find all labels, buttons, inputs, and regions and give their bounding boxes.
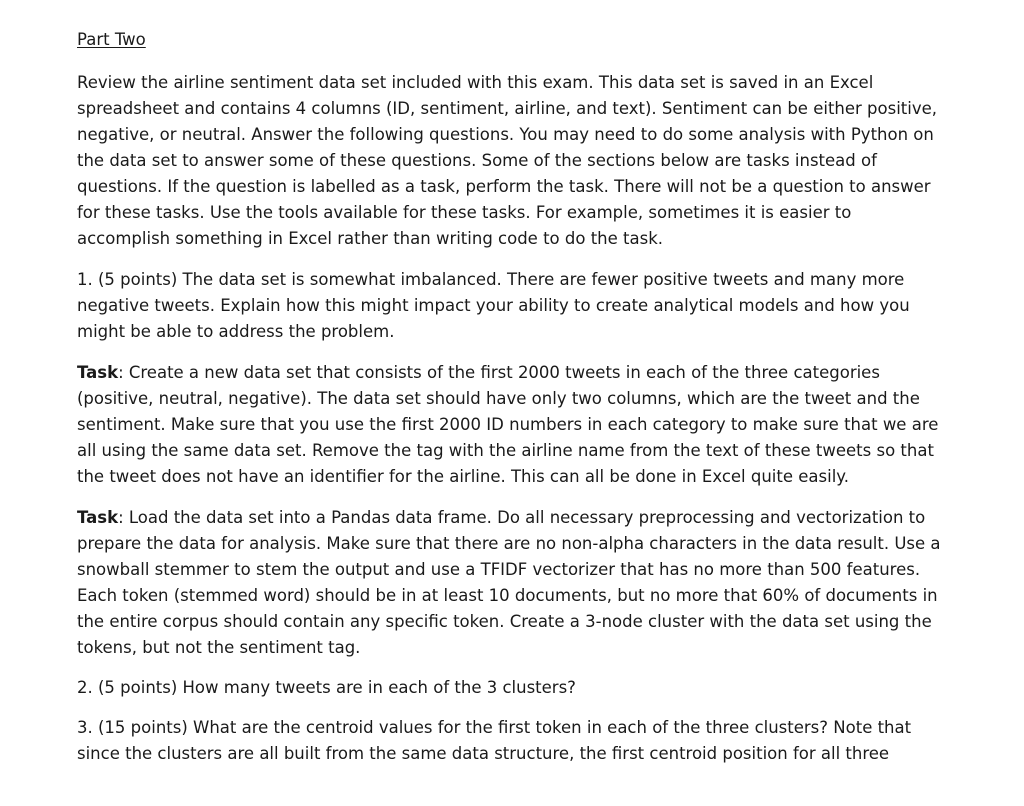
- task-2-line: Each token (stemmed word) should be in at least 10 documents, but no more that 60% of documents in: [77, 586, 938, 605]
- task-2-line: the entire corpus should contain any specific token. Create a 3-node cluster with the data set using the: [77, 612, 932, 631]
- question-3-line: since the clusters are all built from the same data structure, the first centroid position for all three: [77, 744, 890, 763]
- intro-line: questions. If the question is labelled as a task, perform the task. There will not be a question to answer: [77, 177, 931, 196]
- task-1-line: all using the same data set. Remove the tag with the airline name from the text of these tweets so that: [77, 441, 934, 460]
- intro-line: accomplish something in Excel rather than writing code to do the task.: [77, 229, 663, 248]
- task-2-line: tokens, but not the sentiment tag.: [77, 638, 361, 657]
- document-page: [77, 29, 977, 781]
- intro-line: the data set to answer some of these questions. Some of the sections below are tasks instead of: [77, 151, 877, 170]
- intro-line: Review the airline sentiment data set included with this exam. This data set is saved in an Excel: [77, 73, 874, 92]
- question-1-line: 1. (5 points) The data set is somewhat imbalanced. There are fewer positive tweets and many more: [77, 270, 905, 289]
- task-1-line: (positive, neutral, negative). The data set should have only two columns, which are the tweet and the: [77, 389, 920, 408]
- question-1-line: might be able to address the problem.: [77, 322, 395, 341]
- intro-line: spreadsheet and contains 4 columns (ID, sentiment, airline, and text). Sentiment can be either positive,: [77, 99, 938, 118]
- section-heading: Part Two: [77, 30, 146, 49]
- task-1-line: sentiment. Make sure that you use the first 2000 ID numbers in each category to make sure that we are: [77, 415, 939, 434]
- question-2: [77, 675, 977, 701]
- task-2-text: : Load the data set into a Pandas data frame. Do all necessary preprocessing and vectorization to: [118, 508, 926, 527]
- task-1: [77, 360, 977, 490]
- question-3: [77, 715, 977, 767]
- question-3-line: 3. (15 points) What are the centroid values for the first token in each of the three clusters? Note that: [77, 718, 912, 737]
- intro-paragraph: [77, 70, 977, 252]
- task-label: Task: [77, 508, 119, 527]
- intro-line: for these tasks. Use the tools available for these tasks. For example, sometimes it is easier to: [77, 203, 852, 222]
- task-2-first-line: [77, 505, 977, 531]
- question-1-line: negative tweets. Explain how this might impact your ability to create analytical models and how you: [77, 296, 910, 315]
- question-1: [77, 267, 977, 345]
- task-1-line: the tweet does not have an identifier for the airline. This can all be done in Excel quite easily.: [77, 467, 849, 486]
- question-2-line: 2. (5 points) How many tweets are in each of the 3 clusters?: [77, 678, 576, 697]
- task-1-first-line: [77, 360, 977, 386]
- task-label: Task: [77, 363, 119, 382]
- task-2-line: prepare the data for analysis. Make sure that there are no non-alpha characters in the data result. Use a: [77, 534, 941, 553]
- task-1-text: : Create a new data set that consists of the first 2000 tweets in each of the three categories: [118, 363, 880, 382]
- intro-line: negative, or neutral. Answer the following questions. You may need to do some analysis with Python on: [77, 125, 934, 144]
- task-2: [77, 505, 977, 661]
- task-2-line: snowball stemmer to stem the output and use a TFIDF vectorizer that has no more than 500 features.: [77, 560, 921, 579]
